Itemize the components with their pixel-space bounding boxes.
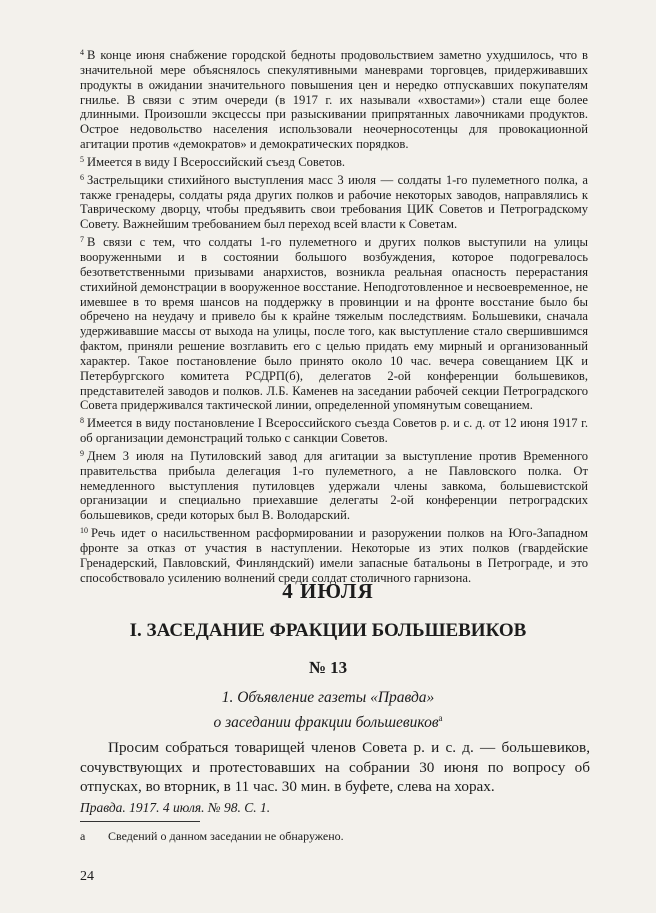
endnotes [80, 46, 588, 587]
document-title-line: 1. Объявление газеты «Правда» [221, 689, 435, 706]
endnote-number: 10 [80, 526, 88, 536]
endnote-number: 7 [80, 235, 84, 245]
document-title-line [0, 708, 656, 733]
footnote-mark: а [80, 829, 86, 843]
endnote [80, 447, 588, 523]
endnote [80, 233, 588, 413]
source-citation: Правда. 1917. 4 июля. № 98. С. 1. [80, 800, 271, 815]
endnote-number: 6 [80, 172, 84, 182]
endnote-number: 9 [80, 448, 84, 458]
document-title [0, 688, 656, 733]
footnote-text: Сведений о данном заседании не обнаружено. [108, 829, 344, 843]
endnote-text: Имеется в виду постановление I Всероссийского съезда Советов р. и с. д. от 12 июня 1917 г. об организации демонстраций только с санкции Советов. [80, 416, 588, 446]
footnote-divider [80, 821, 200, 822]
endnote [80, 171, 588, 232]
document-title-text: о заседании фракции большевиков [213, 714, 439, 732]
endnote-number: 8 [80, 416, 84, 426]
page-number: 24 [80, 869, 94, 884]
endnote-text: Застрельщики стихийного выступления масс 3 июля — солдаты 1-го пулеметного полка, а также гренадеры, солдаты ряда других полков и рабочие некоторых заводов, направлялись к Таврическому дворцу, чтобы предъявить свои требования ЦИК Советов и Петроградскому Совету. Важнейшим требованием был переход всей власти к Советам. [80, 172, 588, 232]
section-heading: I. ЗАСЕДАНИЕ ФРАКЦИИ БОЛЬШЕВИКОВ [129, 620, 527, 641]
endnote [80, 153, 588, 170]
endnote [80, 46, 588, 152]
endnote-number: 4 [80, 48, 84, 57]
endnote-number: 5 [80, 154, 84, 164]
document-number: № 13 [308, 658, 348, 677]
endnote-text: Речь идет о насильственном расформировании и разоружении полков на Юго-Западном фронте за отказ от участия в наступлении. Некоторые из этих полков (гвардейские Гренадерский, Павловский, Финляндский) имели запасные батальоны в Петрограде, и это способствовало усилению волнений среди солдат столичного гарнизона. [80, 526, 588, 585]
endnote [80, 414, 588, 446]
endnote-text: В конце июня снабжение городской бедноты продовольствием заметно ухудшилось, что в значительной мере объяснялось спекулятивными маневрами торговцев, придерживавших продукты в ожидании значительного повышения цен и нередко отпускавших покупателям гнилье. В связи с этим очереди (в 1917 г. их называли «хвостами») стали еще более длинными. Произошли эксцессы при разыскивании припрятанных лавочниками продуктов. Острое недовольство населения использовали неочерносотенцы для провокационной агитации против «демократов» и демократических порядков. [80, 48, 588, 152]
endnote-text: Днем 3 июля на Путиловский завод для агитации за выступление против Временного правительства прибыла делегация 1-го пулеметного, а не Павловского полка. От немедленного выступления путиловцев удержали члены завкома, большевистской организации и специально приехавшие делегаты 2-ой конференции петроградских большевиков, среди которых был В. Володарский. [80, 448, 588, 523]
announcement-text: Просим собраться товарищей членов Совета р. и с. д. — большевиков, сочувствующих и протестовавших на собрании 30 июня по вопросу об отпусках, во вторник, в 11 час. 30 мин. в буфете, слева на хорах. [80, 739, 590, 795]
endnote-text: Имеется в виду I Всероссийский съезд Советов. [87, 154, 346, 169]
endnote-text: В связи с тем, что солдаты 1-го пулеметного и других полков выступили на улицы вооруженными и в состоянии большого возбуждения, которое подогревалось безответственными призывами анархистов, возникла реальная опасность перерастания стихийной демонстрации в вооруженное восстание. Неподготовленное и несвоевременное, не имевшее в то время шансов на поддержку в провинции и на фронте восстание было бы обречено на неудачу и привело бы к крайне тяжелым последствиям. Большевики, сначала удерживавшие массы от выхода на улицы, после того, как выступление стало свершившимся фактом, приняли решение возглавить его с целью придать ему мирный и организованный характер. Такое постановление было принято около 10 час. вечера совещанием ЦК и Петербургского комитета РСДРП(б), делегатов 2-ой конференции большевиков, представителей заводов и полков. Л.Б. Каменев на заседании рабочей секции Петроградского Совета придерживался тактической линии, определенной упомянутым совещанием. [80, 235, 588, 413]
endnote [80, 524, 588, 585]
date-heading: 4 ИЮЛЯ [282, 579, 374, 603]
footnote-marker: а [438, 713, 443, 723]
footnote [80, 829, 344, 844]
